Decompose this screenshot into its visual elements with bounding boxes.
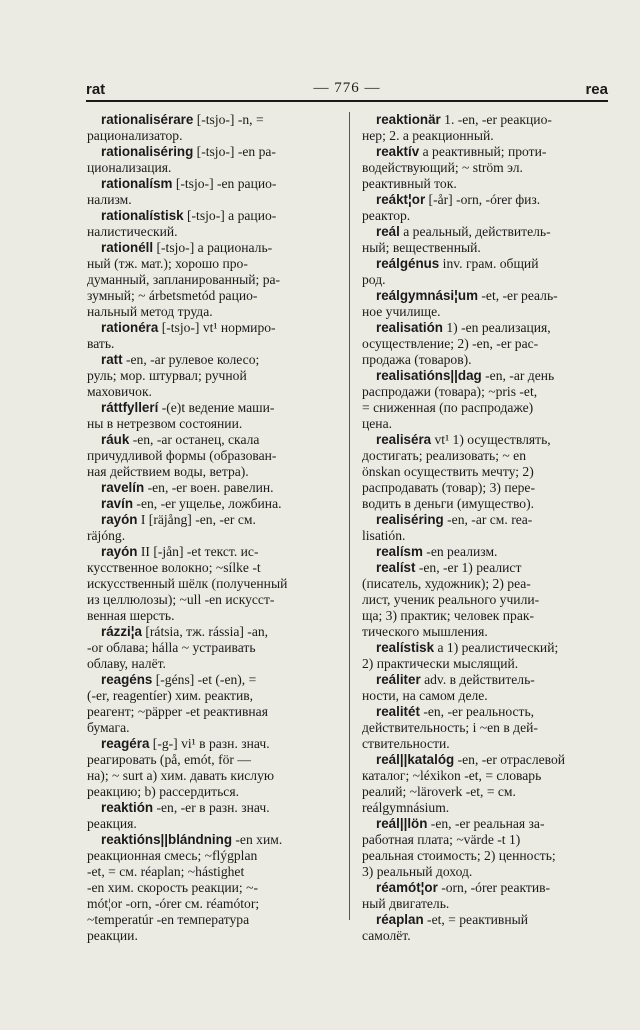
entry-line: налистический. [87,224,178,239]
entry-line: реактор. [362,208,411,223]
entry-line: 3) реальный доход. [362,864,473,879]
dictionary-entry [87,144,339,176]
entry-line: -or облава; hálla ~ устраивать [87,640,256,655]
entry-headline: réamót¦or -orn, -órer реактив- [376,880,551,895]
entry-line: ная действием воды, ветра). [87,464,249,479]
dictionary-entry [362,368,610,432]
entry-line: венная шерсть. [87,608,175,623]
entry-line: реальная стоимость; 2) ценность; [362,848,556,863]
entry-line: руль; мор. штурвал; ручной [87,368,247,383]
entry-headline: ráttfyllerí -(e)t ведение маши- [101,400,275,415]
entry-line: лист, ученик реального учили- [362,592,540,607]
entry-headline: rationéra [-tsjo-] vt¹ нормиро- [101,320,276,335]
entry-headline: reaktív a реактивный; проти- [376,144,547,159]
dictionary-entry [362,880,610,912]
entry-headline: reagéra [-g-] vi¹ в разн. знач. [101,736,270,751]
dictionary-entry [362,640,610,672]
entry-line: lisatión. [362,528,406,543]
page-number: — 776 — [313,80,381,96]
right-guide-word: rea [585,81,608,98]
entry-headline: reagéns [-géns] -et (-en), = [101,672,257,687]
entry-headline: rationalisérare [-tsjo-] -n, = [101,112,264,127]
entry-line: (писатель, художник); 2) реа- [362,576,531,591]
entry-line: реактивный ток. [362,176,457,191]
dictionary-entry [87,320,339,352]
dictionary-entry [87,112,339,144]
entry-headline: ráuk -en, -ar останец, скала [101,432,260,447]
entry-headline: ravelín -en, -er воен. равелин. [101,480,274,495]
dictionary-entry [362,224,610,256]
entry-line: из целлюлозы); ~ull -en искусст- [87,592,275,607]
entry-line: önskan осуществить мечту; 2) [362,464,534,479]
entry-headline: realisatións||dag -en, -ar день [376,368,555,383]
entry-line: (-er, reagentíer) хим. реактив, [87,688,254,703]
entry-line: зумный; ~ árbetsmetód рацио- [87,288,258,303]
page-header [86,74,608,102]
left-guide-word: rat [86,81,106,98]
entry-headline: reál||katalóg -en, -er отраслевой [376,752,566,767]
dictionary-entry [362,560,610,640]
entry-headline: reaktionär 1. -en, -er реакцио- [376,112,552,127]
entry-line: достигать; реализовать; ~ en [362,448,526,463]
entry-line: -et, = см. réaplan; ~hástighet [87,864,245,879]
dictionary-entry [362,192,610,224]
entry-line: бумага. [87,720,130,735]
entry-headline: realíst -en, -er 1) реалист [376,560,522,575]
entry-line: искусственный шёлк (полученный [87,576,288,591]
dictionary-entry [362,320,610,368]
entry-line: ности, на самом деле. [362,688,488,703]
entry-line: ционализация. [87,160,172,175]
dictionary-entry [362,752,610,816]
dictionary-entry [362,704,610,752]
dictionary-entry [87,432,339,480]
dictionary-entry [87,208,339,240]
entry-headline: reálgymnási¦um -et, -er реаль- [376,288,558,303]
entry-line: род. [362,272,386,287]
entry-line: ный (тж. мат.); хорошо про- [87,256,248,271]
entry-line: рационализатор. [87,128,183,143]
entry-line: 2) практически мыслящий. [362,656,519,671]
dictionary-entry [87,496,339,512]
entry-line: продажа (товаров). [362,352,472,367]
entry-headline: rationalísm [-tsjo-] -en рацио- [101,176,277,191]
entry-headline: realístisk a 1) реалистический; [376,640,559,655]
entry-line: цена. [362,416,393,431]
entry-line: кусственное волокно; ~sílke -t [87,560,261,575]
entry-line: облаву, налёт. [87,656,166,671]
entry-headline: realiséring -en, -ar см. rea- [376,512,533,527]
dictionary-entry [362,432,610,512]
entry-line: распродажи (товара); ~pris -et, [362,384,538,399]
entry-headline: reaktións||blándning -en хим. [101,832,283,847]
dictionary-entry [362,912,610,944]
entry-line: ный двигатель. [362,896,450,911]
entry-line: вать. [87,336,115,351]
entry-headline: realiséra vt¹ 1) осуществлять, [376,432,551,447]
dictionary-entry [87,240,339,320]
entry-headline: rázzi¦a [rátsia, тж. rássia] -an, [101,624,269,639]
dictionary-entry [87,800,339,832]
entry-headline: rationaliséring [-tsjo-] -en ра- [101,144,276,159]
dictionary-entry [362,512,610,544]
right-column [362,112,610,944]
entry-line: реакция. [87,816,137,831]
entry-headline: realisatión 1) -en реализация, [376,320,551,335]
entry-headline: realitét -en, -er реальность, [376,704,535,719]
dictionary-entry [362,256,610,288]
entry-line: = сниженная (по распродаже) [362,400,534,415]
entry-line: думанный, запланированный; ра- [87,272,281,287]
column-divider [349,112,350,920]
entry-line: ствительности. [362,736,450,751]
entry-headline: realísm -en реализм. [376,544,498,559]
entry-line: распродавать (товар); 3) пере- [362,480,535,495]
entry-line: ное училище. [362,304,441,319]
dictionary-entry [87,352,339,400]
entry-headline: rayón II [-jån] -et текст. ис- [101,544,259,559]
dictionary-entry [362,112,610,144]
entry-line: -en хим. скорость реакции; ~- [87,880,258,895]
entry-line: räjóng. [87,528,126,543]
entry-line: ны в нетрезвом состоянии. [87,416,243,431]
dictionary-entry [87,544,339,624]
entry-line: реагент; ~päpper -et реактивная [87,704,268,719]
dictionary-entry [362,544,610,560]
dictionary-entry [87,512,339,544]
entry-headline: rationalístisk [-tsjo-] a рацио- [101,208,277,223]
entry-headline: reáliter adv. в действитель- [376,672,535,687]
entry-line: ный; вещественный. [362,240,481,255]
dictionary-entry [87,672,339,736]
entry-line: reálgymnásium. [362,800,450,815]
entry-line: водействующий; ~ ström эл. [362,160,523,175]
entry-line: нализм. [87,192,132,207]
entry-headline: reálgénus inv. грам. общий [376,256,539,271]
dictionary-entry [87,736,339,800]
entry-line: ~temperatúr -en температура [87,912,250,927]
dictionary-entry [87,832,339,944]
entry-line: тического мышления. [362,624,488,639]
dictionary-entry [362,288,610,320]
entry-line: самолёт. [362,928,411,943]
entry-line: реакционная смесь; ~flýgplan [87,848,258,863]
entry-line: причудливой формы (образован- [87,448,277,463]
entry-headline: ravín -en, -er ущелье, ложбина. [101,496,282,511]
entry-headline: réaplan -et, = реактивный [376,912,529,927]
entry-line: каталог; ~léxikon -et, = словарь [362,768,542,783]
entry-line: работная плата; ~värde -t 1) [362,832,521,847]
entry-headline: rayón I [räjång] -en, -er см. [101,512,256,527]
entry-line: осуществление; 2) -en, -er рас- [362,336,539,351]
entry-line: на); ~ surt a) хим. давать кислую [87,768,275,783]
dictionary-entry [362,816,610,880]
entry-line: реакцию; b) рассердиться. [87,784,239,799]
entry-headline: reál a реальный, действитель- [376,224,551,239]
entry-line: нер; 2. a реакционный. [362,128,494,143]
dictionary-entry [87,176,339,208]
entry-line: водить в деньги (имущество). [362,496,535,511]
dictionary-entry [87,400,339,432]
entry-line: реалий; ~läroverk -et, = см. [362,784,516,799]
entry-line: нальный метод труда. [87,304,213,319]
entry-headline: reaktión -en, -er в разн. знач. [101,800,270,815]
dictionary-entry [362,672,610,704]
dictionary-entry [362,144,610,192]
entry-headline: reákt¦or [-år] -orn, -órer физ. [376,192,541,207]
entry-line: действительность; i ~en в дей- [362,720,538,735]
entry-line: реагировать (på, emót, för — [87,752,251,767]
entry-headline: rationéll [-tsjo-] a рациональ- [101,240,273,255]
dictionary-entry [87,624,339,672]
entry-line: mót¦or -orn, -órer см. réamótor; [87,896,260,911]
entry-line: маховичок. [87,384,152,399]
entry-headline: ratt -en, -ar рулевое колесо; [101,352,260,367]
entry-line: ща; 3) практик; человек прак- [362,608,534,623]
left-column [87,112,339,944]
dictionary-entry [87,480,339,496]
entry-line: реакции. [87,928,138,943]
entry-headline: reál||lön -en, -er реальная за- [376,816,545,831]
